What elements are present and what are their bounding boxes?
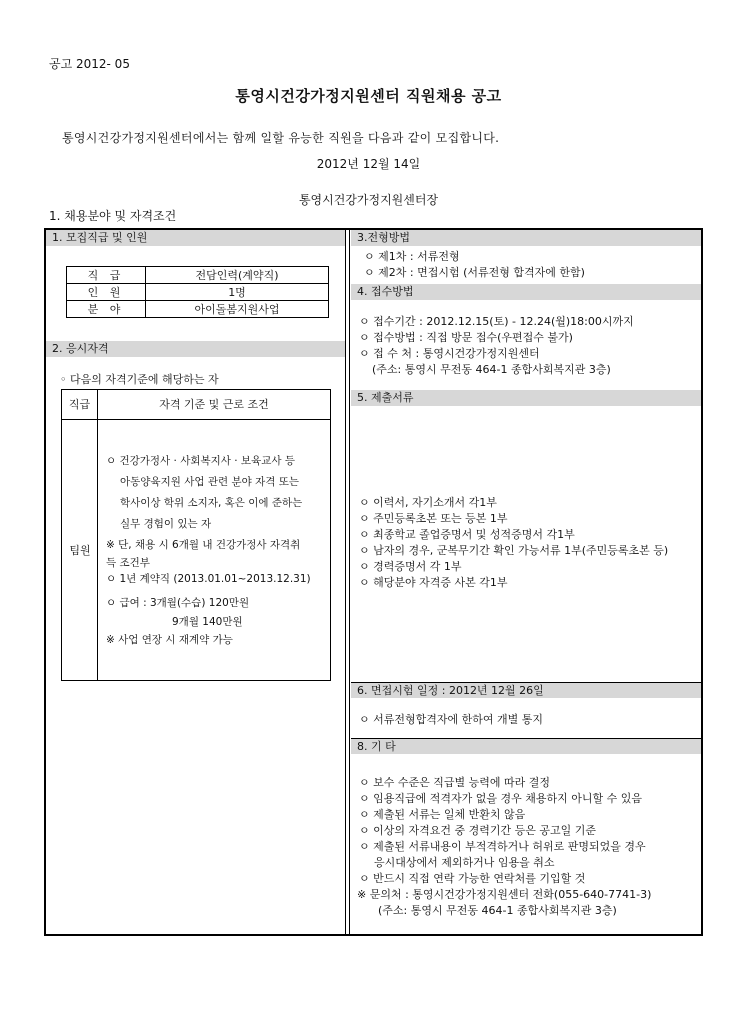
- interview-line: ㅇ 서류전형합격자에 한하여 개별 통지: [359, 713, 544, 726]
- documents-line: ㅇ 해당분야 자격증 사본 각1부: [359, 576, 508, 589]
- other-line: ㅇ 반드시 직접 연락 가능한 연락처를 기입할 것: [359, 872, 586, 885]
- qual-line: 학사이상 학위 소지자, 혹은 이에 준하는: [120, 497, 303, 509]
- notice-number: 공고 2012- 05: [49, 57, 130, 71]
- document-title: 통영시건강가정지원센터 직원채용 공고: [235, 87, 502, 105]
- column-divider: [349, 230, 350, 934]
- documents-line: ㅇ 남자의 경우, 군복무기간 확인 가능서류 1부(주민등록초본 등): [359, 544, 669, 557]
- other-line: ㅇ 임용직급에 적격자가 없을 경우 채용하지 아니할 수 있음: [359, 792, 642, 805]
- table-row: [67, 284, 329, 301]
- contact-line: ※ 문의처 : 통영시건강가정지원센터 전화(055-640-7741-3): [357, 888, 652, 901]
- notice-date: 2012년 12월 14일: [316, 157, 421, 171]
- section-title-selection: 3.전형방법: [351, 230, 701, 246]
- documents-line: ㅇ 주민등록초본 또는 등본 1부: [359, 512, 508, 525]
- qual-line: ※ 단, 채용 시 6개월 내 건강가정사 자격취: [106, 539, 301, 551]
- application-line: ㅇ 접수방법 : 직접 방문 접수(우편접수 불가): [359, 331, 573, 344]
- section-heading: 1. 채용분야 및 자격조건: [49, 209, 177, 223]
- recruitment-table: [66, 266, 329, 318]
- column-divider: [345, 230, 346, 934]
- application-line: (주소: 통영시 무전동 464-1 종합사회복지관 3층): [372, 363, 611, 376]
- table-key: 분 야: [67, 301, 146, 318]
- application-line: ㅇ 접수기간 : 2012.12.15(토) - 12.24(월)18:00시까지: [359, 315, 634, 328]
- qual-line: 9개월 140만원: [172, 616, 243, 628]
- qual-rank-value: 팀원: [69, 544, 91, 557]
- criteria-note: ◦ 다음의 자격기준에 해당하는 자: [60, 373, 219, 386]
- contact-address: (주소: 통영시 무전동 464-1 종합사회복지관 3층): [378, 904, 617, 917]
- other-line: 응시대상에서 제외하거나 임용을 취소: [374, 856, 555, 869]
- qual-line: 실무 경험이 있는 자: [120, 518, 212, 530]
- section-title-documents: 5. 제출서류: [351, 390, 701, 406]
- table-value: 아이돌봄지원사업: [146, 301, 329, 318]
- table-key: 인 원: [67, 284, 146, 301]
- section-title-interview: 6. 면접시험 일정 : 2012년 12월 26일: [351, 682, 701, 698]
- qual-line: 득 조건부: [106, 557, 150, 569]
- documents-line: ㅇ 경력증명서 각 1부: [359, 560, 462, 573]
- section-title-qualification: 2. 응시자격: [46, 341, 345, 357]
- qual-line: ㅇ 1년 계약직 (2013.01.01~2013.12.31): [106, 573, 311, 585]
- other-line: ㅇ 제출된 서류는 일체 반환치 않음: [359, 808, 526, 821]
- section-title-other: 8. 기 타: [351, 738, 701, 754]
- signer: 통영시건강가정지원센터장: [298, 193, 439, 207]
- other-line: ㅇ 보수 수준은 직급별 능력에 따라 결정: [359, 776, 550, 789]
- qual-line: ※ 사업 연장 시 재계약 가능: [106, 634, 233, 646]
- other-line: ㅇ 제출된 서류내용이 부적격하거나 허위로 판명되었을 경우: [359, 840, 646, 853]
- qual-header-rank: 직급: [62, 390, 98, 420]
- intro-text: 통영시건강가정지원센터에서는 함께 일할 유능한 직원을 다음과 같이 모집합니다.: [62, 131, 500, 145]
- selection-line: ㅇ 제2차 : 면접시험 (서류전형 합격자에 한함): [364, 266, 585, 279]
- section-title-recruitment: 1. 모집직급 및 인원: [46, 230, 345, 246]
- table-key: 직 급: [67, 267, 146, 284]
- qual-header-criteria: 자격 기준 및 근로 조건: [98, 390, 330, 420]
- section-title-application: 4. 접수방법: [351, 284, 701, 300]
- other-line: ㅇ 이상의 자격요건 중 경력기간 등은 공고일 기준: [359, 824, 596, 837]
- table-value: 전담인력(계약직): [146, 267, 329, 284]
- table-row: [67, 301, 329, 318]
- selection-line: ㅇ 제1차 : 서류전형: [364, 250, 460, 263]
- application-line: ㅇ 접 수 처 : 통영시건강가정지원센터: [359, 347, 540, 360]
- qual-line: ㅇ 건강가정사 · 사회복지사 · 보육교사 등: [106, 455, 295, 467]
- qual-line: 아동양육지원 사업 관련 분야 자격 또는: [120, 476, 299, 488]
- table-value: 1명: [146, 284, 329, 301]
- qual-line: ㅇ 급여 : 3개월(수습) 120만원: [106, 597, 250, 609]
- documents-line: ㅇ 이력서, 자기소개서 각1부: [359, 496, 497, 509]
- table-row: [67, 267, 329, 284]
- documents-line: ㅇ 최종학교 졸업증명서 및 성적증명서 각1부: [359, 528, 575, 541]
